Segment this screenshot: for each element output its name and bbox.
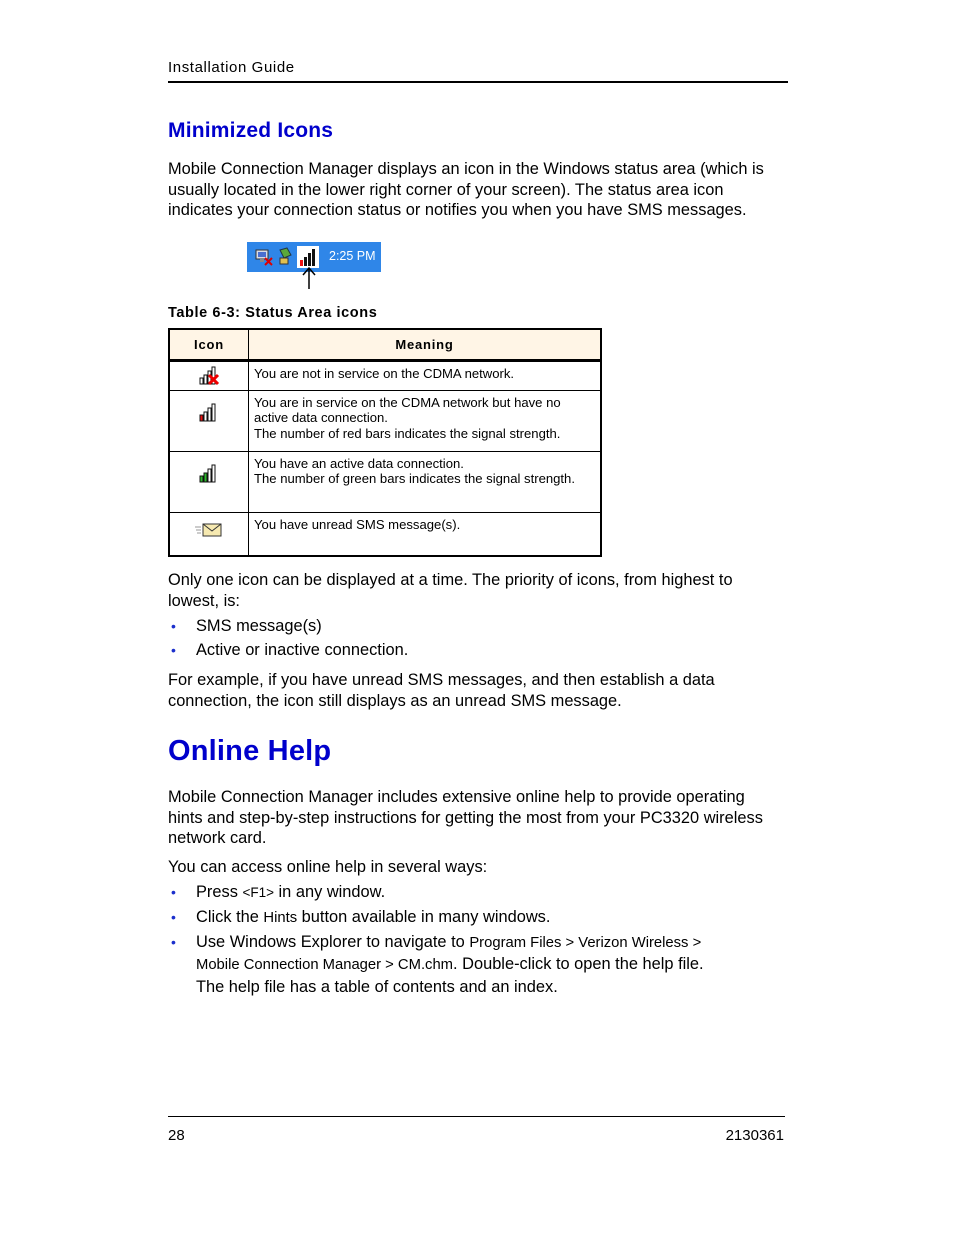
text-run: Click the [196, 908, 264, 926]
meaning-line: You are in service on the CDMA network but have no active data connection. [254, 394, 561, 426]
table-cell-icon [169, 451, 249, 512]
table-cell-icon [169, 361, 249, 391]
bullet-marker: • [171, 934, 176, 950]
header-rule [168, 81, 788, 83]
footer-rule [168, 1116, 785, 1117]
minimized-intro-paragraph: Mobile Connection Manager displays an icon in the Windows status area (which is usually located in the lower right corner of your screen). The status area icon indicates your connection status or notifies you when you have SMS messages. [168, 160, 764, 219]
table-caption: Table 6-3: Status Area icons [168, 305, 378, 321]
running-header: Installation Guide [168, 59, 295, 76]
green-signal-icon [198, 462, 220, 484]
column-header-meaning: Meaning [249, 329, 602, 361]
table-cell-meaning [249, 390, 602, 451]
bullet-item-text [196, 907, 780, 929]
bullet-item-text: Active or inactive connection. [196, 641, 409, 659]
table-header-row [169, 329, 601, 361]
signal-strength-icon [297, 246, 319, 268]
table-cell-icon [169, 390, 249, 451]
page-number: 28 [168, 1127, 185, 1144]
access-ways-paragraph: You can access online help in several ways: [168, 858, 488, 876]
meaning-line: The number of red bars indicates the signal strength. [254, 425, 561, 441]
keyboard-key: <F1> [242, 885, 274, 900]
table-cell-meaning: You have unread SMS message(s). [249, 512, 602, 556]
priority-example-paragraph: For example, if you have unread SMS messages, and then establish a data connection, the icon still displays as an unread SMS message. [168, 671, 715, 710]
table-row [169, 390, 601, 451]
bullet-marker: • [171, 618, 176, 634]
text-run: Use Windows Explorer to navigate to [196, 933, 470, 951]
bullet-item-text [196, 932, 780, 975]
safely-remove-icon [277, 247, 293, 267]
ui-element-name: Hints [263, 910, 298, 926]
text-run: button available in many windows. [297, 908, 551, 926]
priority-intro-paragraph: Only one icon can be displayed at a time. The priority of icons, from highest to lowest, is: [168, 571, 733, 610]
bullet-marker: • [171, 642, 176, 658]
bullet-marker: • [171, 909, 176, 925]
table-cell-meaning: You are not in service on the CDMA network. [249, 361, 602, 391]
online-help-intro-paragraph: Mobile Connection Manager includes extensive online help to provide operating hints and step-by-step instructions for getting the most from your PC3320 wireless network card. [168, 788, 763, 847]
bullet-item-text [196, 882, 780, 904]
status-icons-table [168, 328, 602, 557]
table-row [169, 451, 601, 512]
help-file-note: The help file has a table of contents and an index. [196, 978, 558, 996]
ui-path: Mobile Connection Manager > CM.chm [196, 956, 454, 973]
bullet-item-text: SMS message(s) [196, 617, 322, 635]
table-cell-meaning [249, 451, 602, 512]
document-number: 2130361 [725, 1127, 784, 1144]
red-signal-icon [198, 401, 220, 423]
table-row [169, 512, 601, 556]
bullet-marker: • [171, 884, 176, 900]
section-heading-minimized-icons: Minimized Icons [168, 119, 334, 142]
no-service-icon [198, 364, 220, 386]
text-run: in any window. [273, 883, 386, 901]
text-run: . Double-click to open the help file. [453, 954, 704, 973]
text-run: Press [196, 883, 243, 901]
table-cell-icon [169, 512, 249, 556]
arrow-up-icon [302, 266, 316, 290]
sms-envelope-icon [194, 521, 224, 539]
taskbar-clock: 2:25 PM [329, 249, 376, 263]
meaning-line: You have an active data connection. [254, 455, 464, 471]
meaning-line: The number of green bars indicates the signal strength. [254, 471, 575, 487]
table-row [169, 361, 601, 391]
section-heading-online-help: Online Help [168, 735, 332, 767]
network-icon [255, 248, 273, 266]
column-header-icon: Icon [169, 329, 249, 361]
ui-path: Program Files > Verizon Wireless > [469, 935, 702, 951]
